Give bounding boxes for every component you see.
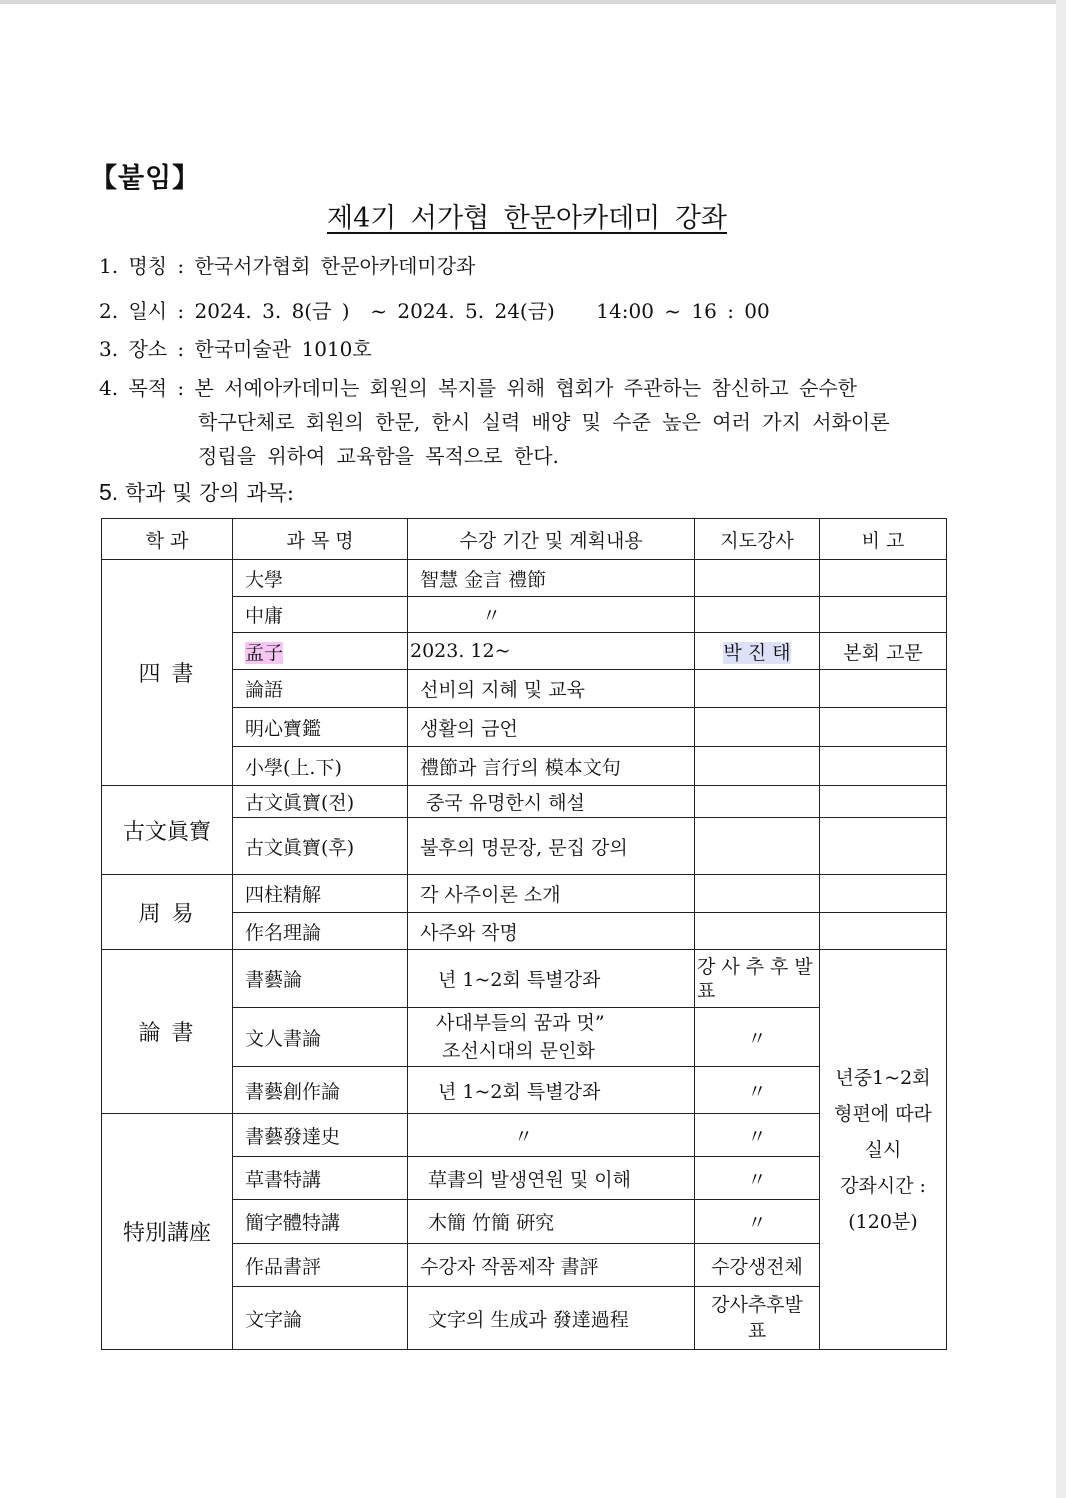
teacher-cell bbox=[695, 747, 820, 786]
note-cell bbox=[820, 786, 947, 818]
plan-cell: 각 사주이론 소개 bbox=[408, 875, 695, 913]
subject-cell: 書藝論 bbox=[233, 950, 408, 1008]
plan-cell: 文字의 生成과 發達過程 bbox=[408, 1287, 695, 1350]
item-purpose-line3: 정립을 위하여 교육함을 목적으로 한다. bbox=[198, 444, 559, 468]
section-5-number: 5. bbox=[99, 479, 119, 505]
teacher-cell: 강사추후발표 bbox=[695, 1287, 820, 1350]
note-line: 년중1~2회 bbox=[835, 1066, 931, 1089]
subject-cell: 草書特講 bbox=[233, 1157, 408, 1200]
subject-cell: 古文眞寶(후) bbox=[233, 818, 408, 875]
plan-cell: 선비의 지혜 및 교육 bbox=[408, 670, 695, 708]
plan-cell: 〃 bbox=[408, 597, 695, 633]
note-cell bbox=[820, 913, 947, 950]
teacher-cell bbox=[695, 560, 820, 597]
section-5-heading bbox=[99, 477, 294, 507]
course-table bbox=[101, 518, 947, 1350]
plan-cell: 草書의 발생연원 및 이해 bbox=[408, 1157, 695, 1200]
page-title: 제4기 서가협 한문아카데미 강좌 bbox=[327, 203, 727, 234]
header-plan: 수강 기간 및 계획내용 bbox=[408, 519, 695, 560]
table-row bbox=[102, 560, 947, 597]
subject-cell: 簡字體特講 bbox=[233, 1200, 408, 1244]
teacher-cell bbox=[695, 818, 820, 875]
note-line: 실시 bbox=[864, 1138, 902, 1161]
subject-cell: 大學 bbox=[233, 560, 408, 597]
note-cell bbox=[820, 818, 947, 875]
header-subject: 과 목 명 bbox=[233, 519, 408, 560]
table-header-row bbox=[102, 519, 947, 560]
subject-cell: 書藝創作論 bbox=[233, 1067, 408, 1114]
note-cell bbox=[820, 708, 947, 747]
teacher-cell: 〃 bbox=[695, 1157, 820, 1200]
plan-line: 조선시대의 문인화 bbox=[442, 1040, 595, 1062]
subject-cell: 中庸 bbox=[233, 597, 408, 633]
header-note: 비 고 bbox=[820, 519, 947, 560]
subject-cell: 文人書論 bbox=[233, 1008, 408, 1067]
note-cell bbox=[820, 747, 947, 786]
dept-lunshu: 論 書 bbox=[102, 950, 233, 1114]
plan-cell bbox=[408, 1008, 695, 1067]
teacher-cell bbox=[695, 633, 820, 670]
plan-cell: 중국 유명한시 해설 bbox=[408, 786, 695, 818]
plan-cell: 불후의 명문장, 문집 강의 bbox=[408, 818, 695, 875]
note-cell: 본회 고문 bbox=[820, 633, 947, 670]
note-cell bbox=[820, 670, 947, 708]
item-place: 3. 장소 : 한국미술관 1010호 bbox=[99, 337, 372, 361]
teacher-cell bbox=[695, 670, 820, 708]
subject-cell: 文字論 bbox=[233, 1287, 408, 1350]
plan-cell: 년 1~2회 특별강좌 bbox=[408, 950, 695, 1008]
dept-sishu: 四 書 bbox=[102, 560, 233, 786]
subject-cell: 四柱精解 bbox=[233, 875, 408, 913]
teacher-cell bbox=[695, 708, 820, 747]
item-purpose-line2: 학구단체로 회원의 한문, 한시 실력 배양 및 수준 높은 여러 가지 서화이론 bbox=[198, 410, 890, 434]
item-purpose: 4. 목적 : 본 서예아카데미는 회원의 복지를 위해 협회가 주관하는 참신하고 순수한 bbox=[99, 376, 857, 400]
subject-cell: 小學(上.下) bbox=[233, 747, 408, 786]
dept-zhouyi: 周 易 bbox=[102, 875, 233, 950]
plan-cell: 禮節과 言行의 模本文句 bbox=[408, 747, 695, 786]
teacher-cell bbox=[695, 875, 820, 913]
teacher-cell bbox=[695, 597, 820, 633]
subject-cell: 書藝發達史 bbox=[233, 1114, 408, 1157]
teacher-cell: 〃 bbox=[695, 1114, 820, 1157]
plan-cell: 생활의 금언 bbox=[408, 708, 695, 747]
plan-cell: 2023. 12~ bbox=[408, 633, 695, 670]
dept-guwen: 古文眞寶 bbox=[102, 786, 233, 875]
subject-cell: 論語 bbox=[233, 670, 408, 708]
dept-special: 特別講座 bbox=[102, 1114, 233, 1350]
merged-note-cell bbox=[820, 950, 947, 1350]
teacher-cell: 〃 bbox=[695, 1067, 820, 1114]
teacher-cell: 〃 bbox=[695, 1008, 820, 1067]
table-row bbox=[102, 786, 947, 818]
teacher-cell bbox=[695, 913, 820, 950]
teacher-cell bbox=[695, 786, 820, 818]
header-teacher: 지도강사 bbox=[695, 519, 820, 560]
note-line: (120분) bbox=[848, 1210, 918, 1233]
note-cell bbox=[820, 560, 947, 597]
attachment-label: 【붙임】 bbox=[90, 163, 201, 194]
item-date: 2. 일시 : 2024. 3. 8(금 ) ~ 2024. 5. 24(금) 14:00 ~ 16 : 00 bbox=[99, 299, 770, 323]
plan-cell: 〃 bbox=[408, 1114, 695, 1157]
highlighted-teacher: 박 진 태 bbox=[723, 641, 791, 664]
plan-cell: 년 1~2회 특별강좌 bbox=[408, 1067, 695, 1114]
section-5-text: 학과 및 강의 과목: bbox=[118, 481, 294, 505]
table-row bbox=[102, 950, 947, 1008]
note-cell bbox=[820, 597, 947, 633]
note-line: 강좌시간 : bbox=[840, 1174, 926, 1197]
subject-cell: 古文眞寶(전) bbox=[233, 786, 408, 818]
subject-cell bbox=[233, 633, 408, 670]
teacher-cell: 〃 bbox=[695, 1200, 820, 1244]
subject-cell: 作名理論 bbox=[233, 913, 408, 950]
note-cell bbox=[820, 875, 947, 913]
table-row bbox=[102, 875, 947, 913]
subject-cell: 明心寶鑑 bbox=[233, 708, 408, 747]
plan-cell: 木簡 竹簡 硏究 bbox=[408, 1200, 695, 1244]
plan-cell: 수강자 작품제작 書評 bbox=[408, 1244, 695, 1287]
teacher-cell: 수강생전체 bbox=[695, 1244, 820, 1287]
note-line: 형편에 따라 bbox=[834, 1102, 932, 1125]
item-name: 1. 명칭 : 한국서가협회 한문아카데미강좌 bbox=[99, 254, 476, 278]
plan-cell: 智慧 金言 禮節 bbox=[408, 560, 695, 597]
subject-cell: 作品書評 bbox=[233, 1244, 408, 1287]
scrollbar[interactable] bbox=[1056, 0, 1066, 1498]
plan-cell: 사주와 작명 bbox=[408, 913, 695, 950]
teacher-cell: 강사추후발표 bbox=[695, 950, 820, 1008]
header-dept: 학 과 bbox=[102, 519, 233, 560]
plan-line: 사대부들의 꿈과 멋” bbox=[436, 1012, 605, 1034]
highlighted-subject: 孟子 bbox=[245, 641, 284, 664]
